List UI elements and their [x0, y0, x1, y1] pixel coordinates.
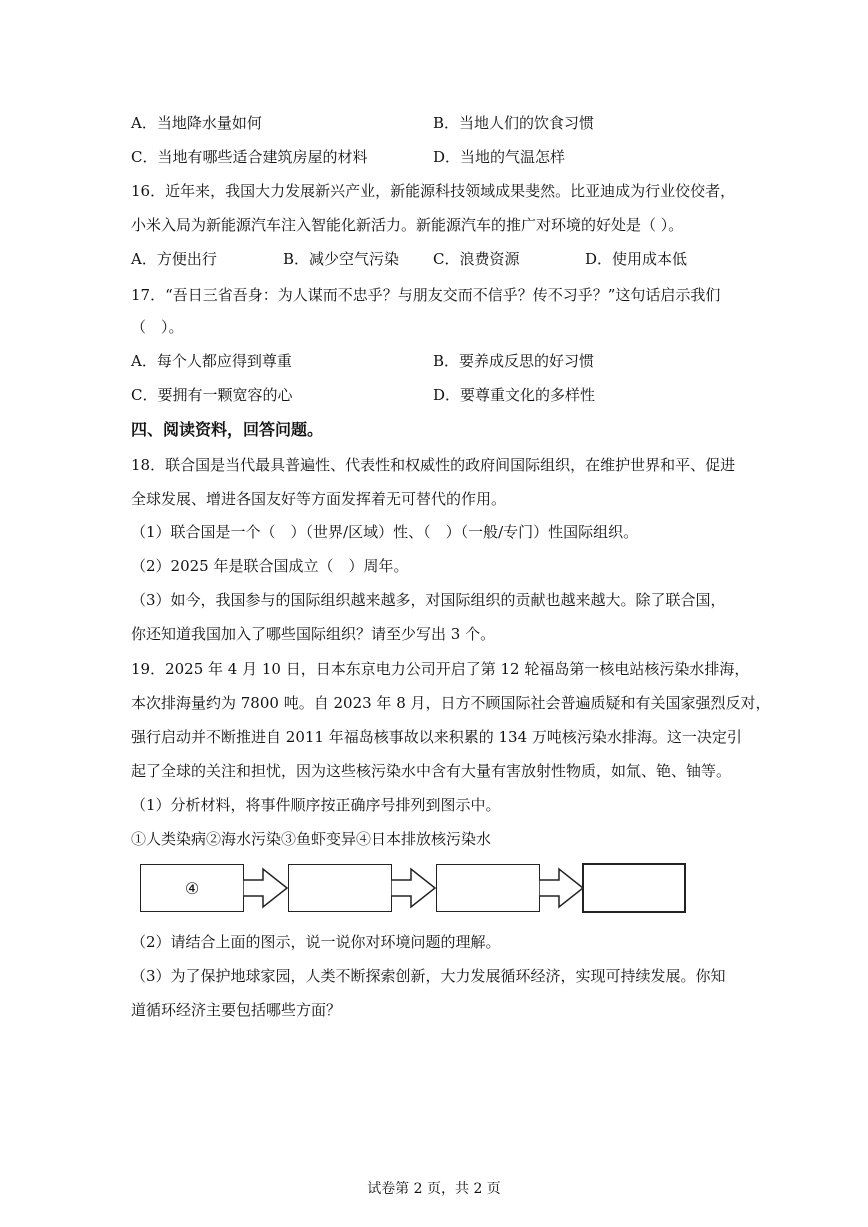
flow-arrow-1-icon: [243, 867, 289, 909]
q19-stem-line4: 起了全球的关注和担忧，因为这些核污染水中含有大量有害放射性物质，如氚、铯、铀等。: [131, 762, 732, 780]
q19-sub2: （2）请结合上面的图示，说一说你对环境问题的理解。: [131, 933, 501, 951]
q17-option-a: A．每个人都应得到尊重: [131, 352, 292, 370]
q19-sub3-line1: （3）为了保护地球家园，人类不断探索创新，大力发展循环经济，实现可持续发展。你知: [131, 967, 726, 985]
q18-stem-line1: 18．联合国是当代最具普遍性、代表性和权威性的政府间国际组织，在维护世界和平、促进: [131, 456, 736, 474]
q16-option-a: A．方便出行: [131, 250, 217, 268]
flow-box-4: [582, 863, 686, 913]
q17-option-c: C．要拥有一颗宽容的心: [131, 386, 293, 404]
flow-arrow-2-icon: [391, 867, 437, 909]
q19-sub1: （1）分析材料，将事件顺序按正确序号排列到图示中。: [131, 796, 501, 814]
q15-option-b: B．当地人们的饮食习惯: [433, 114, 595, 132]
q17-option-b: B．要养成反思的好习惯: [433, 352, 595, 370]
q15-option-d: D．当地的气温怎样: [433, 148, 566, 166]
q15-option-c: C．当地有哪些适合建筑房屋的材料: [131, 148, 368, 166]
q16-option-d: D．使用成本低: [585, 250, 688, 268]
q15-option-a: A．当地降水量如何: [131, 114, 262, 132]
section-heading: 四、阅读资料，回答问题。: [131, 420, 324, 439]
q18-sub3-line1: （3）如今，我国参与的国际组织越来越多，对国际组织的贡献也越来越大。除了联合国，: [131, 591, 726, 609]
flow-box-1: ④: [140, 864, 244, 912]
q19-stem-line1: 19．2025 年 4 月 10 日，日本东京电力公司开启了第 12 轮福岛第一核电站核污染水排海，: [131, 660, 750, 678]
q17-option-d: D．要尊重文化的多样性: [433, 386, 596, 404]
q17-stem-line2: （ ）。: [131, 318, 184, 336]
q18-sub1: （1）联合国是一个（ ）（世界/区域）性、（ ）（一般/专门）性国际组织。: [131, 523, 639, 541]
q16-option-c: C．浪费资源: [433, 250, 520, 268]
flow-arrow-3-icon: [539, 867, 585, 909]
q16-option-b: B．减少空气污染: [283, 250, 400, 268]
q16-stem-line2: 小米入局为新能源汽车注入智能化新活力。新能源汽车的推广对环境的好处是（ ）。: [131, 216, 684, 234]
flow-box-3: [436, 864, 540, 912]
page-footer: 试卷第 2 页，共 2 页: [367, 1181, 501, 1197]
q16-stem-line1: 16．近年来，我国大力发展新兴产业，新能源科技领域成果斐然。比亚迪成为行业佼佼者，: [131, 182, 736, 200]
q19-sub3-line2: 道循环经济主要包括哪些方面？: [131, 1001, 342, 1019]
q19-items: ①人类染病②海水污染③鱼虾变异④日本排放核污染水: [131, 830, 492, 848]
q19-stem-line2: 本次排海量约为 7800 吨。自 2023 年 8 月，日方不顾国际社会普遍质疑和有关国家强烈反对，: [131, 694, 771, 712]
flow-box-2: [288, 864, 392, 912]
q17-stem-line1: 17．“吾日三省吾身：为人谋而不忠乎？与朋友交而不信乎？传不习乎？”这句话启示我们: [131, 286, 721, 304]
q18-stem-line2: 全球发展、增进各国友好等方面发挥着无可替代的作用。: [131, 490, 507, 508]
q18-sub2: （2）2025 年是联合国成立（ ）周年。: [131, 557, 409, 575]
q18-sub3-line2: 你还知道我国加入了哪些国际组织？请至少写出 3 个。: [131, 625, 496, 643]
q19-stem-line3: 强行启动并不断推进自 2011 年福岛核事故以来积累的 134 万吨核污染水排海。这一决定引: [131, 728, 742, 746]
